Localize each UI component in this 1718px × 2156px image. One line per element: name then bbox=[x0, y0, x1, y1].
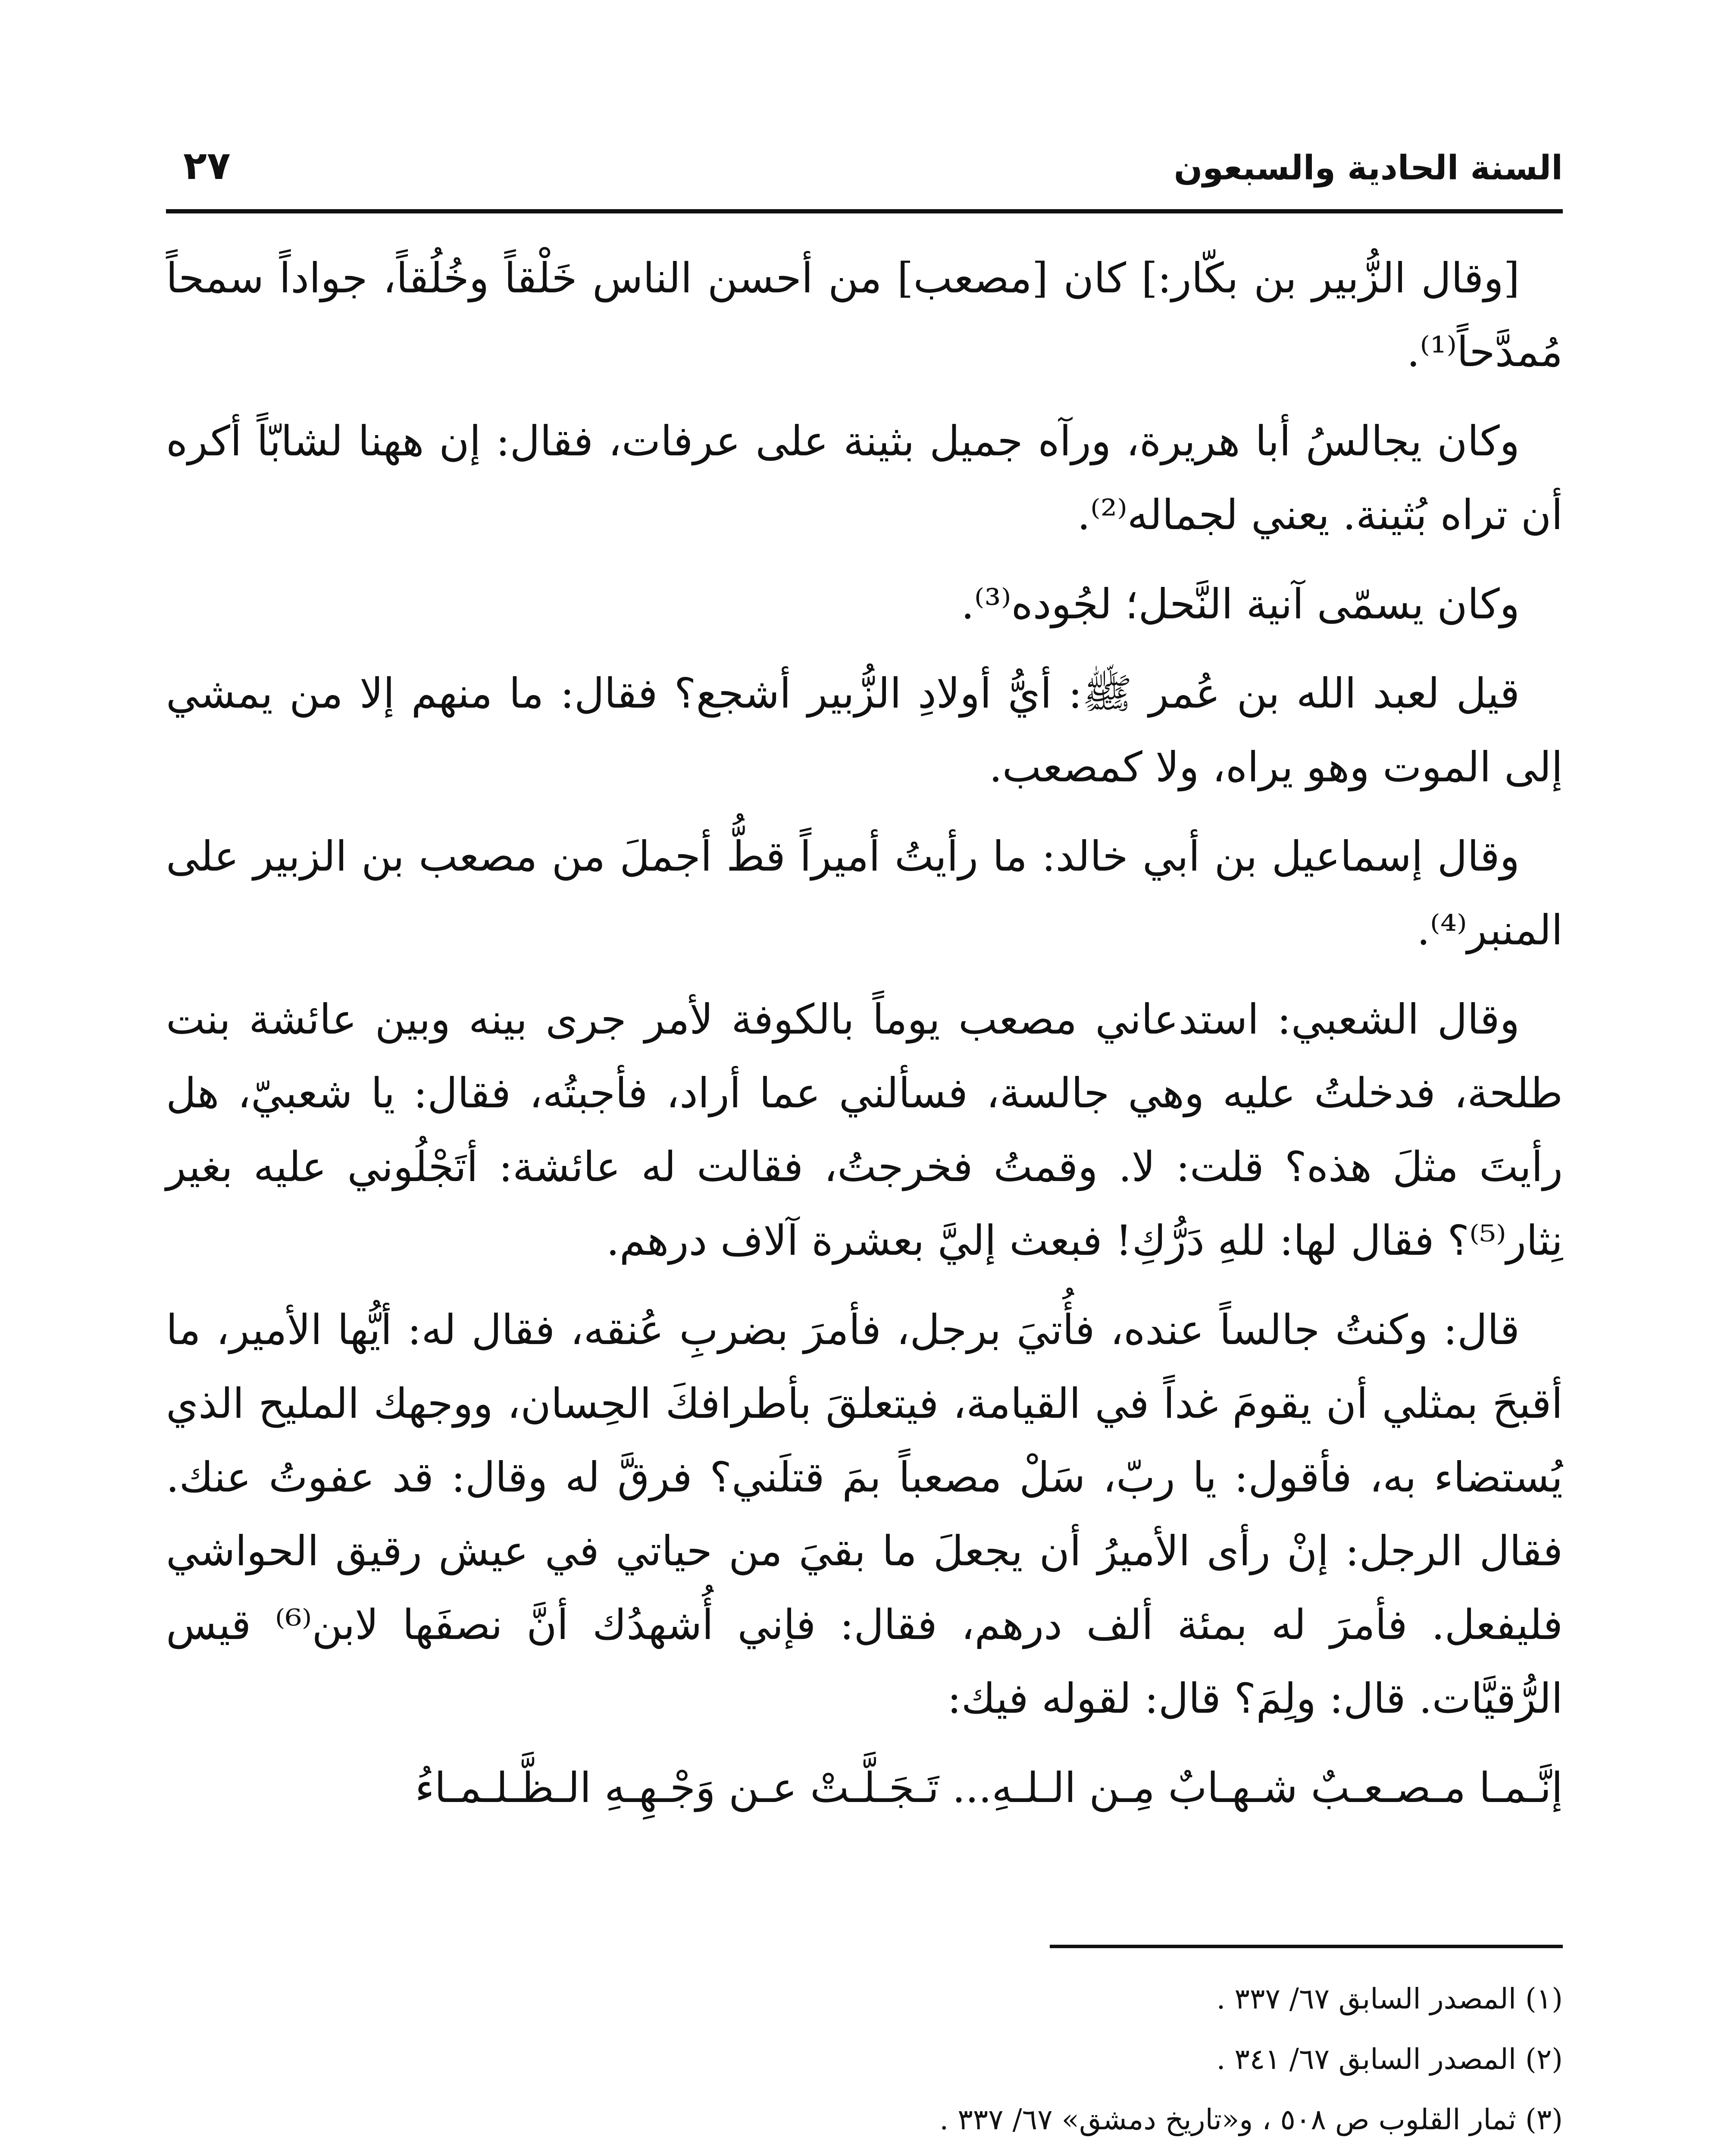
paragraph: وقال الشعبي: استدعاني مصعب يوماً بالكوفة لأمر جرى بينه وبين عائشة بنت طلحة، فدخلتُ عليه وهي جالسة، فسألني عما أراد، فأجبتُه، فقال: يا شعبيّ، هل رأيتَ مثلَ هذه؟ قلت: لا. وقمتُ فخرجتُ، فقالت له عائشة: أتَجْلُوني عليه بغير نِثار⁽⁵⁾؟ فقال لها: للهِ دَرُّكِ! فبعث إليَّ بعشرة آلاف درهم. bbox=[166, 995, 1563, 1265]
paragraph: قيل لعبد الله بن عُمر ﷺ: أيُّ أولادِ الزُّبير أشجع؟ فقال: ما منهم إلا من يمشي إلى الموت وهو يراه، ولا كمصعب. bbox=[166, 669, 1563, 791]
paragraph: [وقال الزُّبير بن بكّار:] كان [مصعب] من أحسن الناس خَلْقاً وخُلُقاً، جواداً سمحاً مُمدَّحاً⁽¹⁾. bbox=[166, 254, 1563, 376]
header-rule bbox=[166, 209, 1563, 213]
paragraph: وقال إسماعيل بن أبي خالد: ما رأيتُ أميراً قطُّ أجملَ من مصعب بن الزبير على المنبر⁽⁴⁾. bbox=[166, 832, 1563, 954]
paragraph: قال: وكنتُ جالساً عنده، فأُتيَ برجل، فأمرَ بضربِ عُنقه، فقال له: أيُّها الأمير، ما أقبحَ بمثلي أن يقومَ غداً في القيامة، فيتعلقَ بأطرافكَ الحِسان، ووجهك المليح الذي يُستضاء به، فأقول: يا ربّ، سَلْ مصعباً بمَ قتلَني؟ فرقَّ له وقال: قد عفوتُ عنك. فقال الرجل: إنْ رأى الأميرُ أن يجعلَ ما بقيَ من حياتي في عيش رقيق الحواشي فليفعل. فأمرَ له بمئة ألف درهم، فقال: فإني أُشهدُك أنَّ نصفَها لابن⁽⁶⁾ قيس الرُّقيَّات. قال: ولِمَ؟ قال: لقوله فيك: bbox=[166, 1306, 1563, 1723]
footnotes bbox=[166, 1975, 1563, 2156]
poem-verse: إنَّـمـا مـصـعـبٌ شـهـابٌ مِـن الـلـهِ... تَـجَـلَّـتْ عـن وَجْـهِـهِ الـظَّـلـمـاءُ bbox=[415, 1764, 1563, 1812]
running-head-title: السنة الحادية والسبعون bbox=[1173, 149, 1563, 188]
footnote: (١) المصدر السابق ٦٧/ ٣٣٧ . bbox=[1216, 1982, 1563, 2015]
page-number: ٢٧ bbox=[183, 143, 231, 188]
footnote-separator bbox=[1050, 1945, 1563, 1948]
paragraph: وكان يسمّى آنية النَّحل؛ لجُوده⁽³⁾. bbox=[961, 580, 1520, 628]
footnote: (٣) ثمار القلوب ص ٥٠٨ ، و«تاريخ دمشق» ٦٧/ ٣٣٧ . bbox=[939, 2103, 1563, 2136]
paragraph: وكان يجالسُ أبا هريرة، ورآه جميل بثينة على عرفات، فقال: إن ههنا لشابّاً أكره أن تراه بُثينة. يعني لجماله⁽²⁾. bbox=[166, 417, 1563, 539]
page-header bbox=[166, 138, 1563, 198]
main-text bbox=[166, 241, 1563, 1840]
footnote: (٢) المصدر السابق ٦٧/ ٣٤١ . bbox=[1216, 2043, 1563, 2076]
